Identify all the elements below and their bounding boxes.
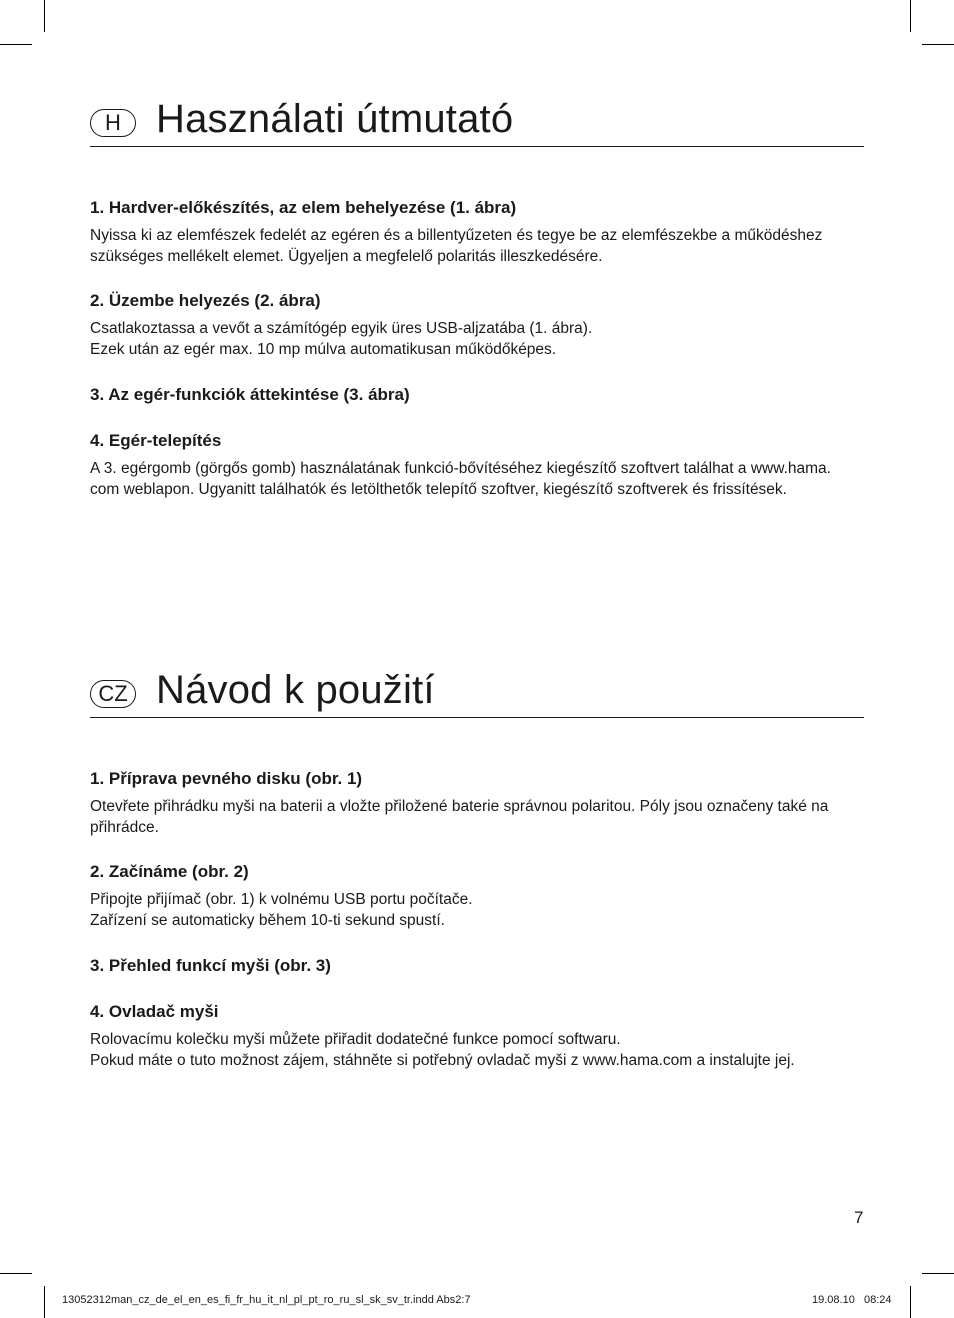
page-number: 7 — [854, 1208, 864, 1227]
section-header — [90, 662, 864, 722]
heading-hardware-prep: 1. Hardver-előkészítés, az elem behelyezése (1. ábra) — [90, 198, 517, 217]
paragraph-line: Připojte přijímač (obr. 1) k volnému USB portu počítače. — [90, 891, 473, 908]
footer-filename: 13052312man_cz_de_el_en_es_fi_fr_hu_it_nl_pl_pt_ro_ru_sl_sk_sv_tr.indd Abs2:7 — [62, 1294, 471, 1306]
heading-setup: 2. Üzembe helyezés (2. ábra) — [90, 291, 321, 310]
section-header — [90, 91, 864, 151]
hungarian-section — [90, 91, 864, 498]
paragraph-line: szükséges mellékelt elemet. Ügyeljen a megfelelő polaritás illeszkedésére. — [90, 248, 603, 265]
crop-mark — [910, 0, 911, 32]
paragraph-line: Pokud máte o tuto možnost zájem, stáhněte si potřebný ovladač myši z www.hama.com a instalujte jej. — [90, 1052, 795, 1069]
section-title: Használati útmutató — [156, 97, 514, 141]
divider — [90, 717, 864, 718]
paragraph-line: Nyissa ki az elemfészek fedelét az egéren és a billentyűzeten és tegye be az elemfészekbe a működéshez — [90, 227, 823, 244]
paragraph-line: přihrádce. — [90, 819, 159, 836]
footer-datetime: 19.08.10 08:24 — [812, 1294, 892, 1306]
crop-mark — [910, 1286, 911, 1318]
divider — [90, 146, 864, 147]
crop-mark — [44, 1286, 45, 1318]
crop-mark — [0, 1273, 32, 1274]
paragraph-line: Csatlakoztassa a vevőt a számítógép egyik üres USB-aljzatába (1. ábra). — [90, 320, 593, 337]
heading-setup: 2. Začínáme (obr. 2) — [90, 862, 249, 881]
heading-functions: 3. Přehled funkcí myši (obr. 3) — [90, 956, 331, 975]
heading-installation: 4. Egér-telepítés — [90, 431, 222, 450]
paragraph-line: A 3. egérgomb (görgős gomb) használatának funkció-bővítéséhez kiegészítő szoftvert találhat a www.hama. — [90, 460, 831, 477]
heading-hardware-prep: 1. Příprava pevného disku (obr. 1) — [90, 769, 363, 788]
crop-mark — [922, 44, 954, 45]
language-badge: CZ — [90, 680, 136, 708]
paragraph-line: Ezek után az egér max. 10 mp múlva automatikusan működőképes. — [90, 341, 557, 358]
crop-mark — [922, 1273, 954, 1274]
heading-functions: 3. Az egér-funkciók áttekintése (3. ábra) — [90, 385, 410, 404]
section-title: Návod k použití — [156, 668, 435, 712]
paragraph-line: Otevřete přihrádku myši na baterii a vložte přiložené baterie správnou polaritou. Póly jsou označeny také na — [90, 798, 829, 815]
crop-mark — [44, 0, 45, 32]
paragraph-line: Zařízení se automaticky během 10-ti sekund spustí. — [90, 912, 445, 929]
czech-section — [90, 662, 864, 1069]
language-badge: H — [90, 109, 136, 137]
paragraph-line: Rolovacímu kolečku myši můžete přiřadit dodatečné funkce pomocí softwaru. — [90, 1031, 621, 1048]
heading-driver: 4. Ovladač myši — [90, 1002, 219, 1021]
crop-mark — [0, 44, 32, 45]
paragraph-line: com weblapon. Ugyanitt találhatók és letölthetők telepítő szoftver, kiegészítő szoftverek és frissítések. — [90, 481, 787, 498]
